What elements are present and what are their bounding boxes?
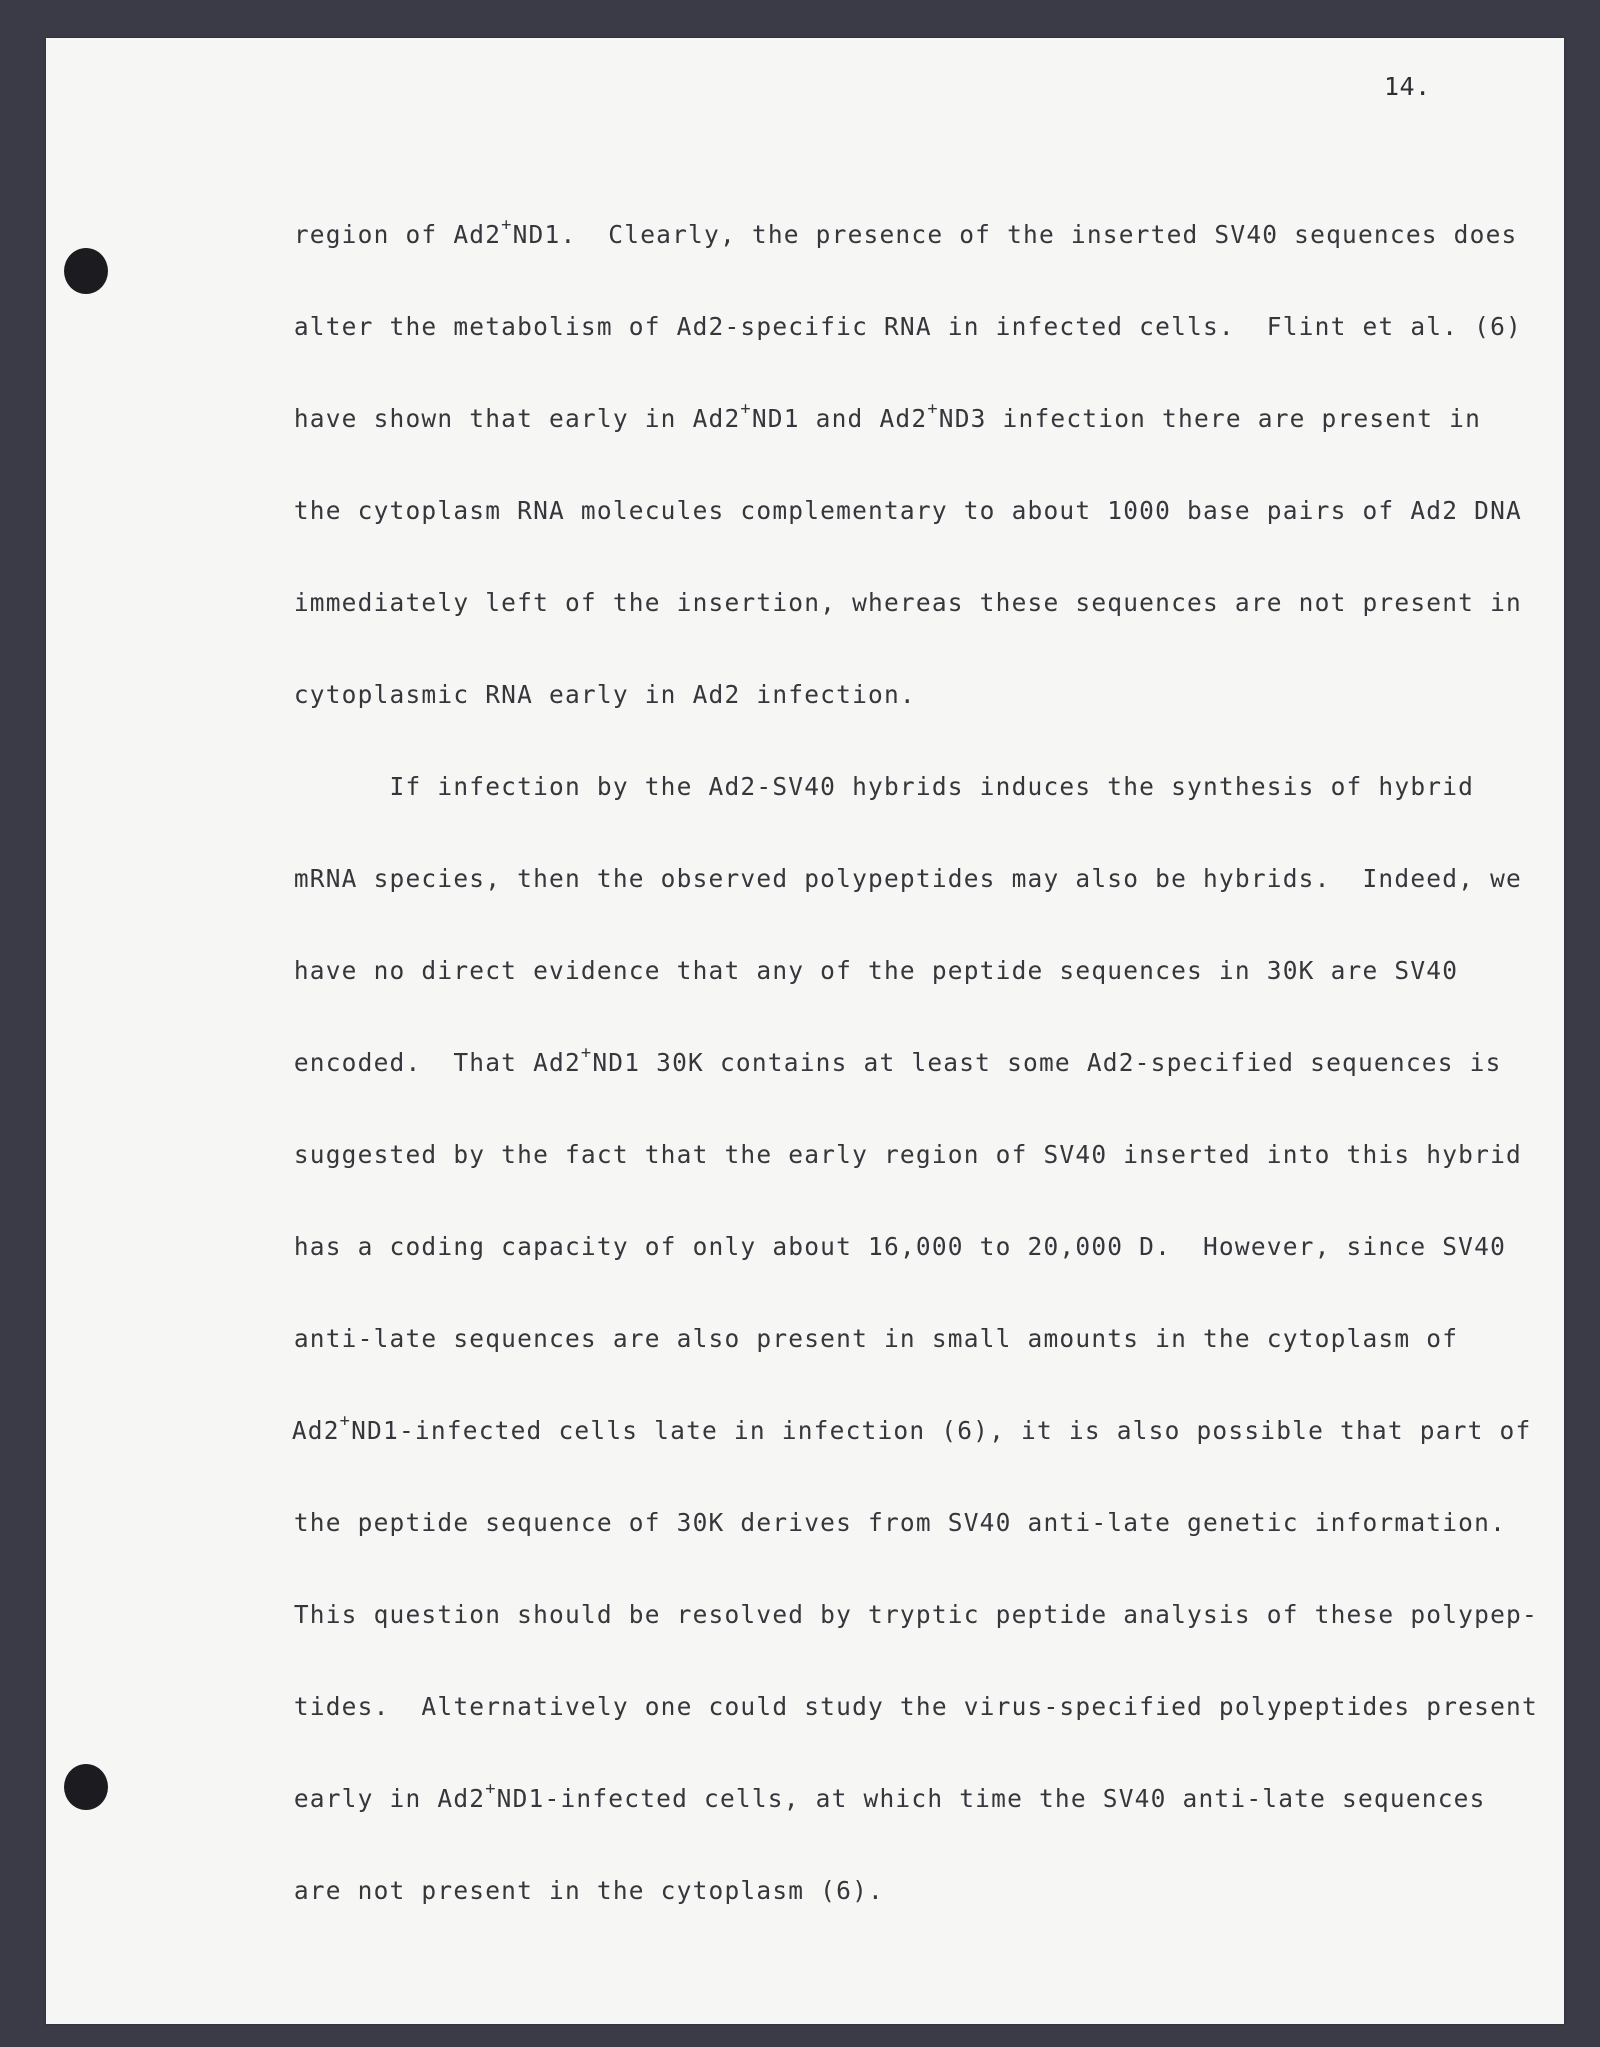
- text-line: early in Ad2+ND1-infected cells, at which time the SV40 anti-late sequences: [293, 1778, 1486, 1813]
- text-line: are not present in the cytoplasm (6).: [293, 1875, 884, 1905]
- punch-hole-bottom: [64, 1764, 108, 1810]
- page-number: 14.: [1384, 72, 1431, 101]
- text-line: have no direct evidence that any of the peptide sequences in 30K are SV40: [293, 955, 1459, 985]
- text-line: immediately left of the insertion, whereas these sequences are not present in: [293, 587, 1522, 617]
- text-line: the cytoplasm RNA molecules complementary to about 1000 base pairs of Ad2 DNA: [293, 495, 1522, 525]
- text-line: anti-late sequences are also present in small amounts in the cytoplasm of: [293, 1323, 1459, 1353]
- text-line: encoded. That Ad2+ND1 30K contains at least some Ad2-specified sequences is: [293, 1042, 1502, 1077]
- text-line: region of Ad2+ND1. Clearly, the presence of the inserted SV40 sequences does: [293, 214, 1518, 249]
- text-line: This question should be resolved by tryptic peptide analysis of these polypep-: [293, 1599, 1538, 1629]
- text-line: the peptide sequence of 30K derives from SV40 anti-late genetic information.: [293, 1507, 1507, 1537]
- text-line: Ad2+ND1-infected cells late in infection (6), it is also possible that part of: [291, 1410, 1532, 1445]
- punch-hole-top: [64, 248, 108, 294]
- text-line: cytoplasmic RNA early in Ad2 infection.: [293, 679, 916, 709]
- text-line: If infection by the Ad2-SV40 hybrids induces the synthesis of hybrid: [293, 771, 1475, 801]
- text-line: suggested by the fact that the early region of SV40 inserted into this hybrid: [293, 1139, 1522, 1169]
- text-line: alter the metabolism of Ad2-specific RNA in infected cells. Flint et al. (6): [293, 311, 1522, 341]
- text-line: has a coding capacity of only about 16,000 to 20,000 D. However, since SV40: [293, 1231, 1507, 1261]
- text-line: mRNA species, then the observed polypeptides may also be hybrids. Indeed, we: [293, 863, 1522, 893]
- text-line: have shown that early in Ad2+ND1 and Ad2+ND3 infection there are present in: [293, 398, 1482, 433]
- text-line: tides. Alternatively one could study the virus-specified polypeptides present: [293, 1691, 1538, 1721]
